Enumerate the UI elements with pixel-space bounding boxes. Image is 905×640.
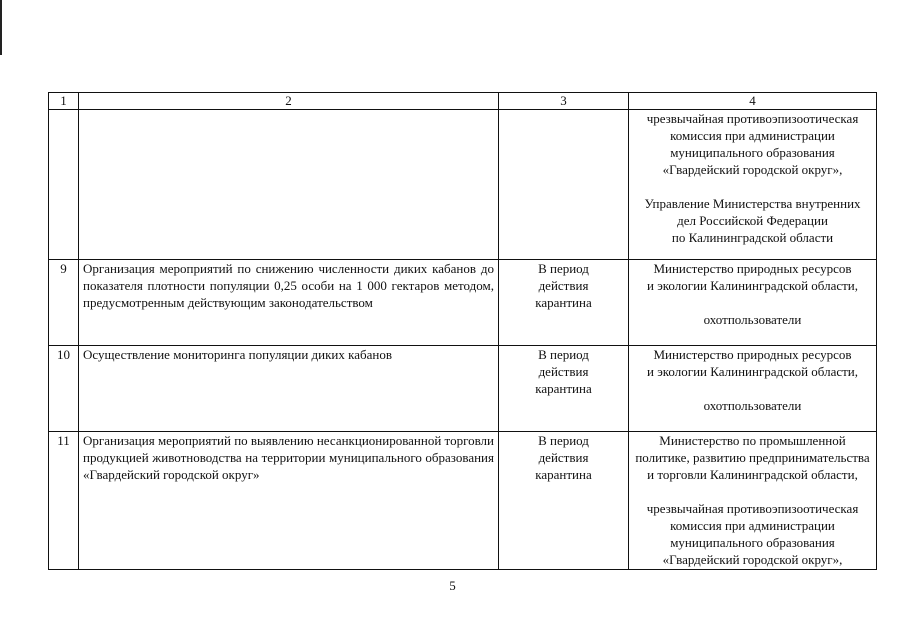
scan-edge-mark [0, 0, 2, 55]
cell-term [499, 346, 629, 432]
cell-num: 10 [49, 346, 79, 432]
term-line: карантина [535, 381, 592, 396]
responsible-gap [633, 294, 872, 311]
header-cell-desc: 2 [79, 93, 499, 110]
cell-term [499, 260, 629, 346]
cell-responsible [629, 346, 877, 432]
cell-term [499, 110, 629, 260]
term-line: карантина [535, 467, 592, 482]
cell-num: 9 [49, 260, 79, 346]
responsible-line: комиссия при администрации [670, 128, 835, 143]
header-cell-term: 3 [499, 93, 629, 110]
term-line: В период [538, 347, 589, 362]
cell-responsible [629, 432, 877, 570]
responsible-line: и экологии Калининградской области, [646, 278, 858, 293]
term-line: действия [538, 278, 589, 293]
responsible-line: муниципального образования [670, 145, 835, 160]
term-line: действия [538, 450, 589, 465]
responsible-line: охотпользователи [703, 398, 802, 413]
term-line: В период [538, 433, 589, 448]
table-row-continuation [49, 110, 877, 260]
page-number: 5 [449, 578, 456, 593]
cell-desc: Организация мероприятий по выявлению несанкционированной торговли продукцией животноводства на территории муниципального образования «Гвардейский городской округ» [79, 432, 499, 570]
cell-num [49, 110, 79, 260]
responsible-line: охотпользователи [703, 312, 802, 327]
cell-responsible [629, 110, 877, 260]
responsible-line: Управление Министерства внутренних [644, 196, 861, 211]
table-row-9 [49, 260, 877, 346]
term-line: карантина [535, 295, 592, 310]
header-cell-responsible: 4 [629, 93, 877, 110]
responsible-line: Министерство по промышленной [659, 433, 846, 448]
responsible-gap [633, 483, 872, 500]
responsible-line: дел Российской Федерации [677, 213, 828, 228]
responsible-line: «Гвардейский городской округ», [662, 552, 843, 567]
measures-table [48, 92, 877, 570]
responsible-line: политике, развитию предпринимательства [635, 450, 870, 465]
responsible-line: по Калининградской области [671, 230, 834, 245]
responsible-gap [633, 380, 872, 397]
cell-num: 11 [49, 432, 79, 570]
responsible-line: муниципального образования [670, 535, 835, 550]
table-row-10 [49, 346, 877, 432]
cell-responsible [629, 260, 877, 346]
cell-term [499, 432, 629, 570]
responsible-gap [633, 178, 872, 195]
term-line: действия [538, 364, 589, 379]
header-cell-num: 1 [49, 93, 79, 110]
table-header-row [49, 93, 877, 110]
responsible-line: чрезвычайная противоэпизоотическая [646, 111, 859, 126]
table-row-11 [49, 432, 877, 570]
responsible-line: комиссия при администрации [670, 518, 835, 533]
cell-desc [79, 110, 499, 260]
responsible-line: и экологии Калининградской области, [646, 364, 858, 379]
responsible-line: чрезвычайная противоэпизоотическая [646, 501, 859, 516]
responsible-line: Министерство природных ресурсов [653, 347, 852, 362]
responsible-line: Министерство природных ресурсов [653, 261, 852, 276]
responsible-line: «Гвардейский городской округ», [662, 162, 843, 177]
cell-desc: Организация мероприятий по снижению численности диких кабанов до показателя плотности популяции 0,25 особи на 1 000 гектаров методом, предусмотренным действующим законодательством [79, 260, 499, 346]
cell-desc: Осуществление мониторинга популяции диких кабанов [79, 346, 499, 432]
responsible-line: и торговли Калининградской области, [647, 467, 858, 482]
term-line: В период [538, 261, 589, 276]
